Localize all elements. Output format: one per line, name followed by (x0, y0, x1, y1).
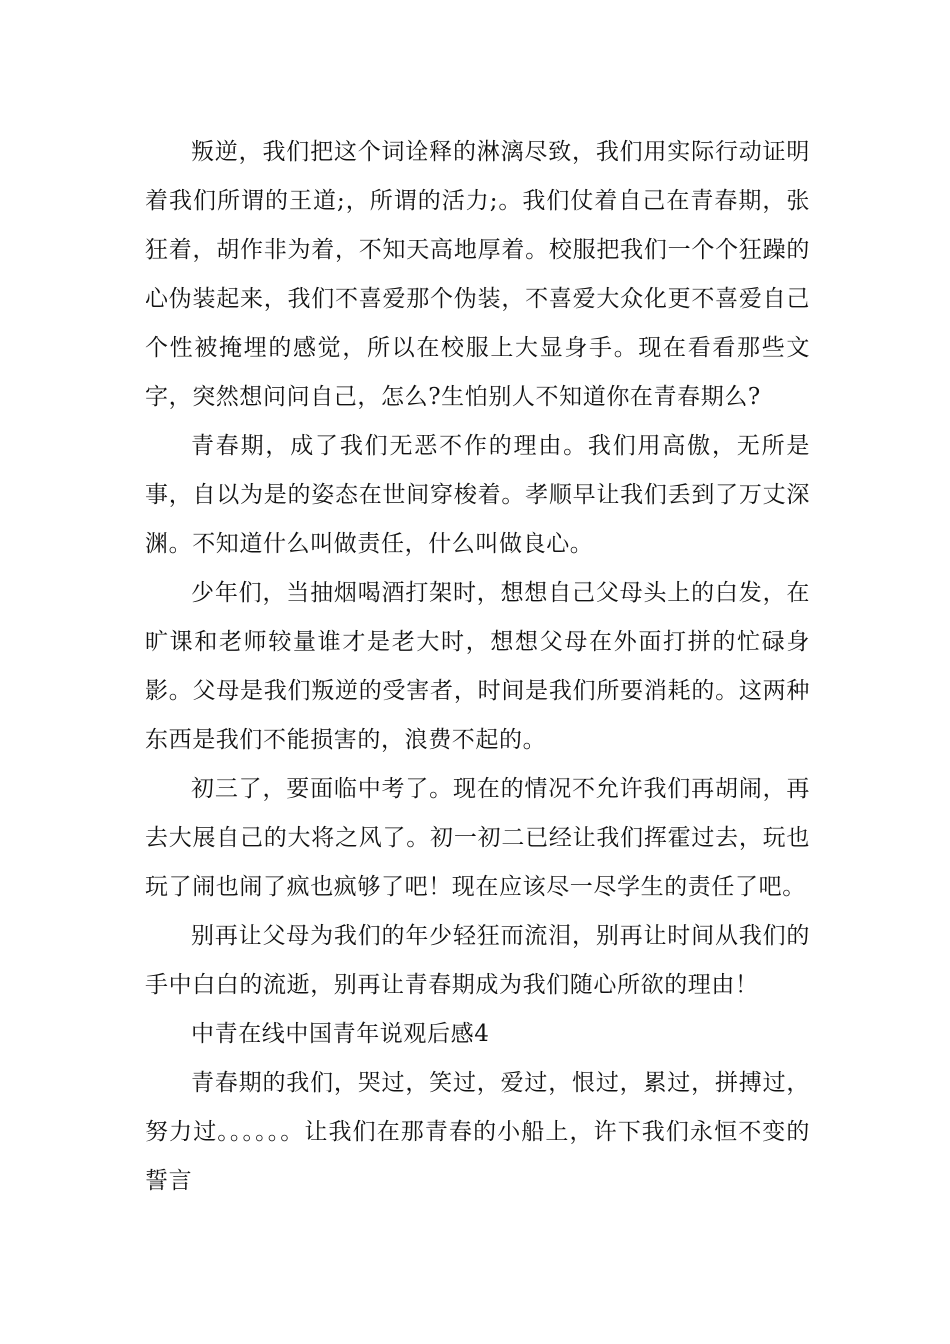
section-heading: 中青在线中国青年说观后感4 (191, 1021, 490, 1047)
paragraph-6: 青春期的我们，哭过，笑过，爱过，恨过，累过，拼搏过，努力过。。。。。。让我们在那青春的小船上，许下我们永恒不变的誓言 (145, 1070, 810, 1194)
paragraph-3: 少年们，当抽烟喝酒打架时，想想自己父母头上的白发，在旷课和老师较量谁才是老大时，想想父母在外面打拼的忙碌身影。父母是我们叛逆的受害者，时间是我们所要消耗的。这两种东西是我们不能损害的，浪费不起的。 (145, 580, 810, 753)
paragraph-5: 别再让父母为我们的年少轻狂而流泪，别再让时间从我们的手中白白的流逝，别再让青春期成为我们随心所欲的理由！ (145, 923, 810, 998)
paragraph-2: 青春期，成了我们无恶不作的理由。我们用高傲，无所是事，自以为是的姿态在世间穿梭着。孝顺早让我们丢到了万丈深渊。不知道什么叫做责任，什么叫做良心。 (145, 433, 810, 557)
paragraph-1: 叛逆，我们把这个词诠释的淋漓尽致，我们用实际行动证明着我们所谓的王道;，所谓的活力;。我们仗着自己在青春期，张狂着，胡作非为着，不知天高地厚着。校服把我们一个个狂躁的心伪装起来，我们不喜爱那个伪装，不喜爱大众化更不喜爱自己个性被掩埋的感觉，所以在校服上大显身手。现在看看那些文字，突然想问问自己，怎么?生怕别人不知道你在青春期么? (145, 139, 810, 410)
document-body (145, 128, 810, 1206)
paragraph-4: 初三了，要面临中考了。现在的情况不允许我们再胡闹，再去大展自己的大将之风了。初一初二已经让我们挥霍过去，玩也玩了闹也闹了疯也疯够了吧！现在应该尽一尽学生的责任了吧。 (145, 776, 810, 900)
